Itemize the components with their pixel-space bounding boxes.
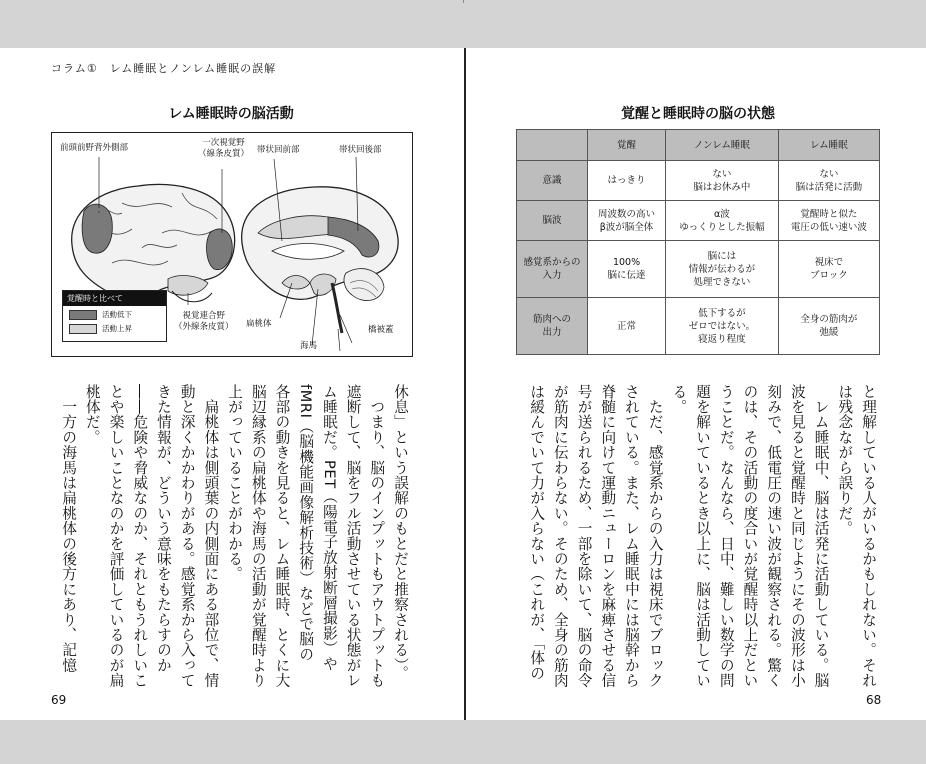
right-text-line: レム睡眠中、脳は活発に活動している。脳: [812, 384, 830, 688]
label-brainstem: 橋被蓋: [368, 325, 394, 335]
legend-title: 覚醒時と比べて: [63, 291, 166, 306]
left-text-line: 上がっていることがわかる。: [226, 384, 244, 582]
left-text-line: ム睡眠だ。PET（陽電子放射断層撮影）や: [320, 384, 338, 672]
table-cell: ない 脳はお休み中: [666, 161, 779, 201]
table-row: [517, 201, 880, 241]
right-text-line: 波を見ると覚醒時と同じようにその波形は小: [788, 384, 806, 688]
right-text-line: 題を解いているとき以上に、脳は活動してい: [694, 384, 712, 688]
right-text-line: 刻みで、低電圧の速い波が観察される。驚く: [765, 384, 783, 688]
top-center-mark: [463, 0, 464, 3]
left-page-body-text: [60, 384, 412, 688]
left-text-line: つまり、脳のインプットもアウトプットも: [368, 384, 386, 688]
left-text-line: きた情報が、どういう意味をもたらすのか: [154, 384, 172, 673]
label-prefrontal: 前頭前野背外側部: [60, 143, 129, 153]
table-cell: ない 脳は活発に活動: [778, 161, 879, 201]
table-cell: α波 ゆっくりとした振幅: [666, 201, 779, 241]
legend-row-up: [69, 323, 166, 334]
right-text-line: と理解している人がいるかもしれない。それ: [860, 384, 877, 688]
figure-title: レム睡眠時の脳活動: [168, 106, 294, 122]
table-cell: 周波数の高い β波が脳全体: [588, 201, 666, 241]
right-text-line: されている。また、レム睡眠中には脳幹から: [622, 384, 640, 688]
table-cell: はっきり: [588, 161, 666, 201]
table-row-header: 感覚系からの 入力: [517, 241, 588, 298]
label-primary-visual-line1: 一次視覚野: [202, 138, 245, 148]
right-text-line: うことだ。なんなら、日中、難しい数学の問: [717, 384, 735, 688]
left-text-line: とや楽しいことなのかを評価しているのが扁: [107, 384, 125, 688]
table-cell: 視床で ブロック: [778, 241, 879, 298]
right-text-line: ただ、感覚系からの入力は視床でブロック: [646, 384, 664, 688]
table-corner-cell: [517, 130, 588, 161]
figure-legend: [62, 290, 167, 342]
table-column-header: 覚醒: [588, 130, 666, 161]
page-number-left: 69: [51, 693, 67, 707]
legend-swatch-low: [69, 310, 97, 320]
table-cell: 覚醒時と似た 電圧の低い速い波: [778, 201, 879, 241]
table-cell: 全身の筋肉が 弛緩: [778, 298, 879, 355]
left-text-line: 桃体だ。: [83, 384, 101, 445]
table-row-header: 筋肉への 出力: [517, 298, 588, 355]
table-cell: 脳には 情報が伝わるが 処理できない: [666, 241, 779, 298]
legend-row-low: [69, 309, 166, 320]
table-row-header: 脳波: [517, 201, 588, 241]
right-text-line: のは、その活動の度合いが覚醒時以上だとい: [741, 384, 759, 688]
running-header: コラム① レム睡眠とノンレム睡眠の誤解: [51, 62, 277, 75]
page-gutter: [464, 48, 466, 720]
left-text-line: 各部の動きを見ると、レム睡眠時、とくに大: [273, 384, 291, 688]
legend-label-low: 活動低下: [102, 310, 132, 319]
table-column-header: レム睡眠: [778, 130, 879, 161]
left-text-line: ――危険や脅威なのか、それともうれしいこ: [131, 384, 149, 688]
left-text-line: 脳辺縁系の扁桃体や海馬の活動が覚醒時より: [249, 384, 267, 688]
legend-label-up: 活動上昇: [102, 324, 132, 333]
right-text-line: は残念ながら誤りだ。: [836, 384, 854, 536]
table-row: [517, 161, 880, 201]
label-primary-visual: [198, 138, 249, 160]
left-text-line: 遮断して、脳をフル活動させている状態がレ: [344, 384, 362, 688]
left-text-line: fMRI（脳機能画像解析技術）などで脳の: [297, 384, 315, 662]
right-text-line: は緩んでいて力が入らない（これが、「体の: [528, 384, 546, 681]
label-primary-visual-line2: （線条皮質）: [198, 149, 250, 159]
table-cell: 100% 脳に伝達: [588, 241, 666, 298]
label-visual-association-line1: 視覚連合野: [182, 311, 226, 321]
table-title: 覚醒と睡眠時の脳の状態: [621, 106, 775, 122]
right-page-body-text: [520, 384, 880, 688]
table-row: [517, 241, 880, 298]
book-spread: [0, 48, 926, 720]
table-cell: 低下するが ゼロではない。 寝返り程度: [666, 298, 779, 355]
page-number-right: 68: [866, 693, 882, 707]
table-row: [517, 298, 880, 355]
legend-swatch-up: [69, 324, 97, 334]
label-hippocampus: 海馬: [300, 341, 318, 351]
table-header-row: [517, 130, 880, 161]
label-cingulate-posterior: 帯状回後部: [339, 145, 382, 155]
label-visual-association: [174, 311, 234, 333]
table-cell: 正常: [588, 298, 666, 355]
table-column-header: ノンレム睡眠: [666, 130, 779, 161]
brain-activity-figure: [51, 132, 413, 357]
right-text-line: る。: [670, 384, 688, 415]
label-amygdala: 扁桃体: [246, 319, 272, 329]
table-row-header: 意識: [517, 161, 588, 201]
left-text-line: 動と深くかかわりがある。感覚系から入って: [178, 384, 196, 688]
label-cingulate-anterior: 帯状回前部: [257, 145, 300, 155]
left-text-line: 扁桃体は側頭葉の内側面にある部位で、情: [202, 384, 220, 688]
label-visual-association-line2: （外線条皮質）: [174, 322, 234, 332]
left-text-line: 一方の海馬は扁桃体の後方にあり、記憶: [60, 384, 78, 673]
right-text-line: 号が送られるため、一部を除いて、脳の命令: [575, 384, 593, 688]
right-text-line: が筋肉に伝わらない。そのため、全身の筋肉: [551, 384, 569, 688]
left-text-line: 休息」という誤解のもとだと推察される）。: [392, 384, 409, 681]
comparison-table: [516, 129, 880, 355]
right-text-line: 脊髄に向けて運動ニューロンを麻痺させる信: [599, 384, 617, 688]
